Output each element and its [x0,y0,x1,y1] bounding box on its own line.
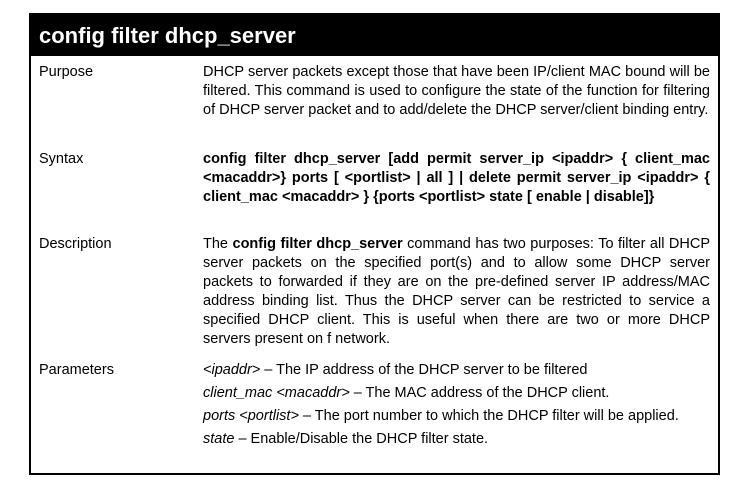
description-prefix: The [203,236,233,252]
description-command: config filter dhcp_server [232,236,403,252]
parameters-label: Parameters [39,362,114,378]
description-text [203,235,710,349]
parameter-item [203,384,710,403]
parameter-name: state [203,431,235,447]
parameter-name: ports <portlist> [203,408,299,424]
parameter-desc: – The IP address of the DHCP server to be filtered [260,362,588,378]
parameter-item [203,407,710,426]
parameter-name: <ipaddr> [203,362,261,378]
parameter-desc: – Enable/Disable the DHCP filter state. [234,431,489,447]
syntax-text: config filter dhcp_server [add permit server_ip <ipaddr> { client_mac <macaddr>} ports [ <portlist> | all ] | delete permit server_ip <ipaddr> { client_mac <macaddr> } {ports <portlist> state [ enable | disable]} [203,151,710,205]
command-title: config filter dhcp_server [31,15,718,56]
parameter-item [203,430,710,449]
command-table [29,13,720,475]
parameter-item [203,361,710,380]
purpose-text: DHCP server packets except those that have been IP/client MAC bound will be filtered. This command is used to configure the state of the function for filtering of DHCP server packet and to add/delete the DHCP server/client binding entry. [203,64,710,118]
parameters-list [203,361,710,449]
parameter-desc: – The MAC address of the DHCP client. [349,385,610,401]
purpose-label: Purpose [39,64,94,80]
description-label: Description [39,236,112,252]
syntax-label: Syntax [39,151,84,167]
parameter-desc: – The port number to which the DHCP filter will be applied. [298,408,679,424]
parameter-name: client_mac <macaddr> [203,385,350,401]
description-body: command has two purposes: To filter all DHCP server packets on the specified port(s) and to allow some DHCP server packets to forwarded if they are on the pre-defined server IP address/MAC address binding list. Thus the DHCP server can be restricted to service a specified DHCP client. This is useful when there are two or more DHCP servers present on f network. [203,236,711,347]
